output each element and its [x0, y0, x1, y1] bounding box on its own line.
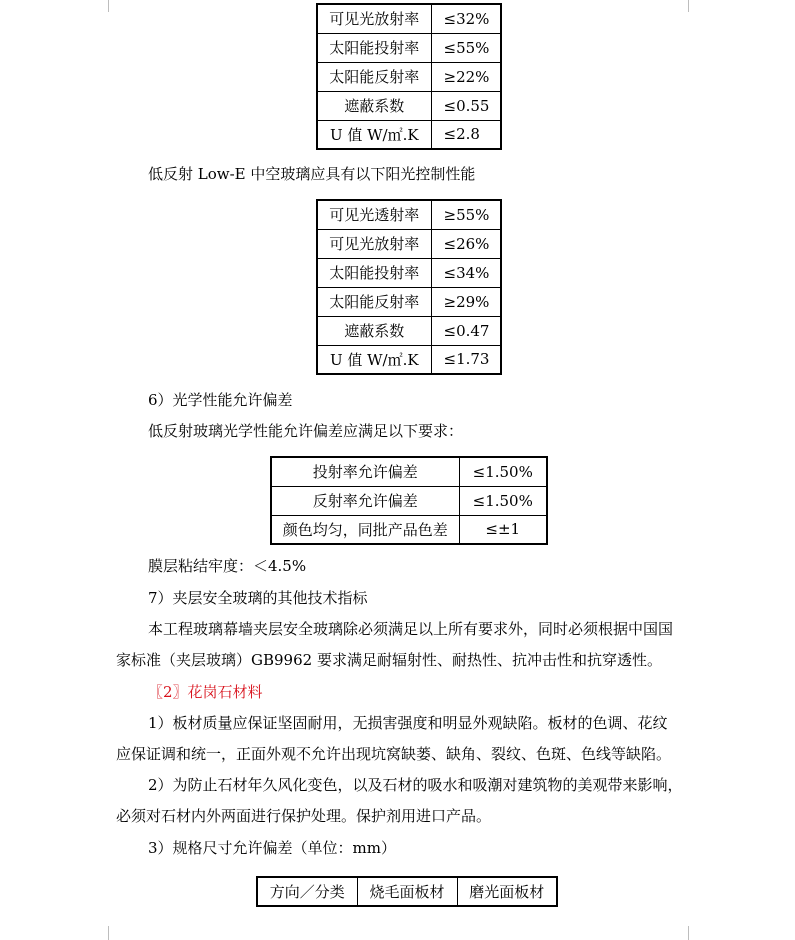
table-cell: ≤0.55 [431, 91, 501, 120]
dimension-tolerance-table [256, 876, 558, 907]
table-cell: 太阳能投射率 [317, 33, 431, 62]
table-cell: 颜色均匀，同批产品色差 [271, 515, 459, 544]
table-cell: ≤26% [431, 229, 501, 258]
table-row [317, 200, 501, 229]
table-cell: ≤32% [431, 4, 501, 33]
granite-item2-line2: 必须对石材内外两面进行保护处理。保护剂用进口产品。 [116, 807, 492, 825]
table-cell: U 值 W/㎡.K [317, 120, 431, 149]
crop-mark [94, 0, 109, 12]
lowe-intro-paragraph: 低反射 Low-E 中空玻璃应具有以下阳光控制性能 [148, 165, 476, 183]
table-cell: ≥29% [431, 287, 501, 316]
table-cell: 遮蔽系数 [317, 91, 431, 120]
granite-item1-line2: 应保证调和统一，正面外观不允许出现坑窝缺蒌、缺角、裂纹、色斑、色线等缺陷。 [116, 745, 672, 763]
table-row [317, 120, 501, 149]
table-row [317, 229, 501, 258]
table-cell: 太阳能反射率 [317, 287, 431, 316]
table-cell: 可见光放射率 [317, 4, 431, 33]
table-cell: ≤55% [431, 33, 501, 62]
granite-item1-line1: 1）板材质量应保证坚固耐用，无损害强度和明显外观缺陷。板材的色调、花纹 [148, 714, 668, 732]
lowe-glass-spec-table [316, 199, 502, 375]
table-row [317, 4, 501, 33]
table-cell: ≤1.50% [459, 457, 547, 486]
table-row [317, 287, 501, 316]
column-header: 方向／分类 [257, 877, 357, 906]
table-cell: 可见光透射率 [317, 200, 431, 229]
table-row [271, 457, 547, 486]
table-cell: ≤2.8 [431, 120, 501, 149]
table-cell: ≤0.47 [431, 316, 501, 345]
table-row [317, 91, 501, 120]
optical-tolerance-paragraph: 低反射玻璃光学性能允许偏差应满足以下要求： [148, 422, 464, 440]
table-cell: ≤±1 [459, 515, 547, 544]
table-cell: ≥55% [431, 200, 501, 229]
table-cell: 投射率允许偏差 [271, 457, 459, 486]
granite-item3: 3）规格尺寸允许偏差（单位：mm） [148, 839, 396, 857]
table-header-row [257, 877, 557, 906]
heading-laminated-glass: 7）夹层安全玻璃的其他技术指标 [148, 589, 368, 607]
table-cell: 可见光放射率 [317, 229, 431, 258]
reflective-glass-spec-table [316, 3, 502, 150]
table-cell: 太阳能投射率 [317, 258, 431, 287]
table-row [317, 33, 501, 62]
table-cell: ≤1.73 [431, 345, 501, 374]
crop-mark [94, 926, 109, 940]
table-cell: ≤34% [431, 258, 501, 287]
table-row [271, 486, 547, 515]
table-row [317, 316, 501, 345]
crop-mark [688, 0, 703, 12]
table-row [271, 515, 547, 544]
table-cell: ≥22% [431, 62, 501, 91]
granite-item2-line1: 2）为防止石材年久风化变色，以及石材的吸水和吸潮对建筑物的美观带来影响， [148, 776, 683, 794]
laminated-paragraph-line2: 家标准（夹层玻璃）GB9962 要求满足耐辐射性、耐热性、抗冲击性和抗穿透性。 [116, 651, 662, 669]
crop-mark [688, 926, 703, 940]
optical-tolerance-table [270, 456, 548, 545]
table-row [317, 258, 501, 287]
section-title-granite: 〖2〗花岗石材料 [148, 683, 263, 701]
table-cell: 太阳能反射率 [317, 62, 431, 91]
table-cell: 反射率允许偏差 [271, 486, 459, 515]
laminated-paragraph-line1: 本工程玻璃幕墙夹层安全玻璃除必须满足以上所有要求外，同时必须根据中国国 [148, 620, 674, 638]
table-cell: U 值 W/㎡.K [317, 345, 431, 374]
table-cell: ≤1.50% [459, 486, 547, 515]
table-row [317, 62, 501, 91]
column-header: 烧毛面板材 [357, 877, 457, 906]
heading-optical-tolerance: 6）光学性能允许偏差 [148, 391, 293, 409]
film-adhesion-paragraph: 膜层粘结牢度：＜4.5% [148, 557, 307, 575]
column-header: 磨光面板材 [457, 877, 557, 906]
table-row [317, 345, 501, 374]
table-cell: 遮蔽系数 [317, 316, 431, 345]
